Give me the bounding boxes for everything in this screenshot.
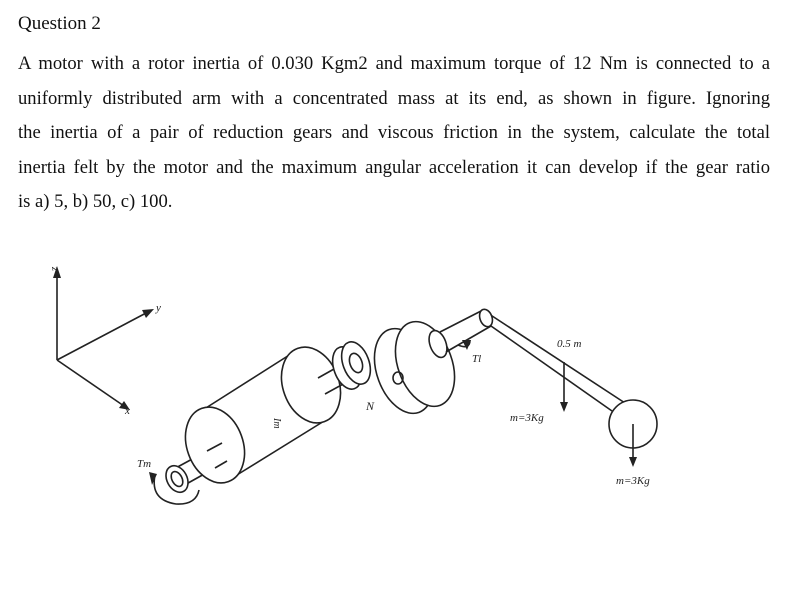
question-line-2: uniformly distributed arm with a concentrated mass at its end, as shown in figure. Ignoring bbox=[18, 87, 770, 109]
question-title: Question 2 bbox=[18, 13, 101, 34]
end-mass bbox=[609, 400, 657, 467]
axis-y-label: y bbox=[156, 302, 161, 314]
motor-torque-label: Tm bbox=[137, 458, 152, 470]
arm-length-label: 0.5 m bbox=[557, 338, 582, 350]
end-mass-label: m=3Kg bbox=[616, 475, 650, 487]
question-line-3: the inertia of a pair of reduction gears and viscous friction in the system, calculate the total bbox=[18, 122, 770, 143]
question-line-1: A motor with a rotor inertia of 0.030 Kgm2 and maximum torque of 12 Nm is connected to a bbox=[18, 53, 770, 74]
question-line-5: is a) 5, b) 50, c) 100. bbox=[18, 191, 173, 212]
motor-body bbox=[175, 339, 350, 491]
question-line-4: inertia felt by the motor and the maximum angular acceleration it can develop if the gear ratio bbox=[18, 156, 770, 178]
axis-z-label: z bbox=[49, 267, 60, 271]
axis-x-label: x bbox=[125, 405, 130, 417]
load-torque-label: Tl bbox=[472, 353, 482, 365]
motor-inertia-label: Im bbox=[271, 418, 282, 429]
large-gear bbox=[364, 313, 466, 421]
coordinate-axes bbox=[53, 266, 154, 410]
gear-ratio-label: N bbox=[366, 399, 375, 413]
arm-mass-label: m=3Kg bbox=[510, 412, 544, 424]
arm bbox=[477, 307, 625, 412]
